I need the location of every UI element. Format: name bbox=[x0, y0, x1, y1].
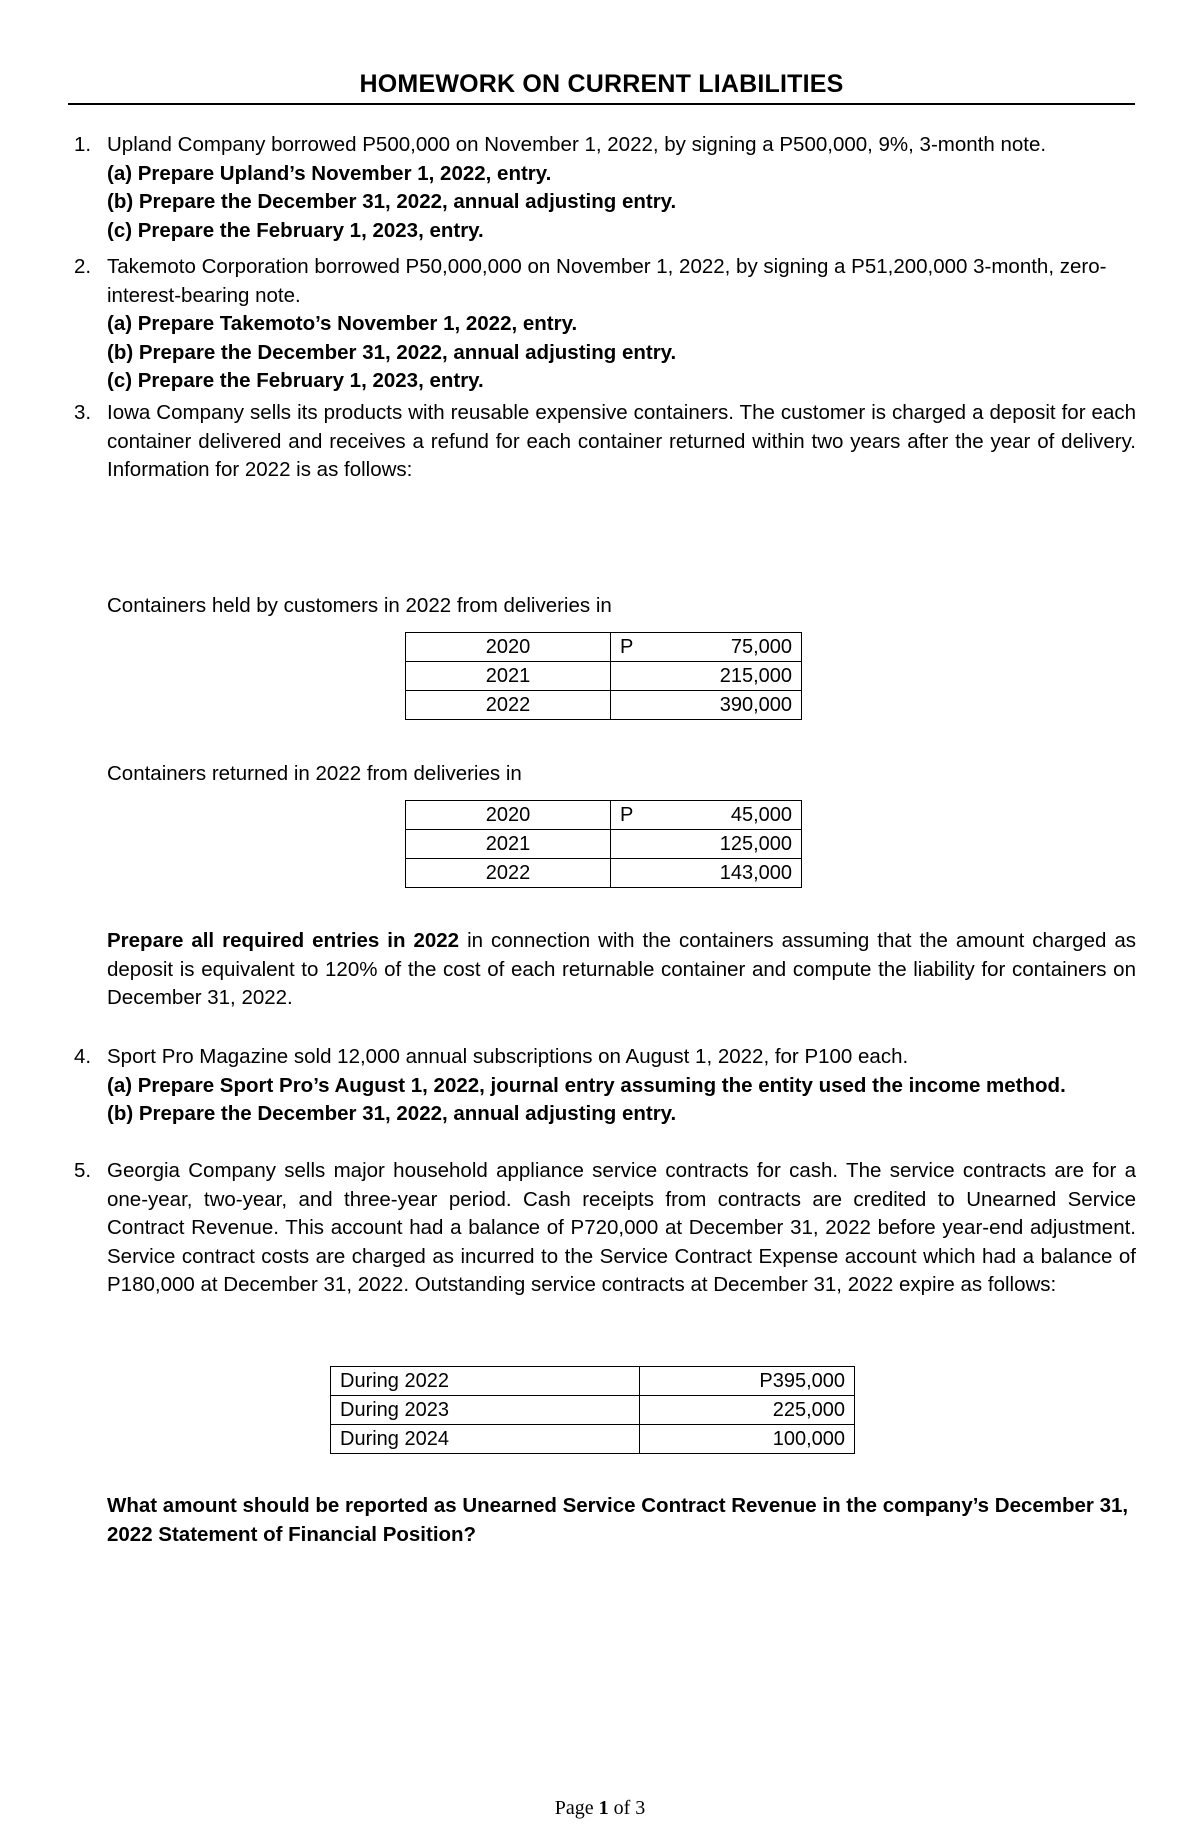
problem-number: 5. bbox=[74, 1159, 92, 1182]
year-cell: 2022 bbox=[406, 859, 611, 888]
period-cell: During 2024 bbox=[331, 1425, 640, 1454]
instruction-bold: Prepare all required entries in 2022 bbox=[107, 929, 460, 952]
currency-label: P bbox=[620, 635, 634, 658]
period-cell: During 2022 bbox=[331, 1367, 640, 1396]
containers-held-table bbox=[405, 632, 802, 720]
problem-part: (a) Prepare Upland’s November 1, 2022, entry. bbox=[107, 161, 552, 185]
problem-part: (a) Prepare Takemoto’s November 1, 2022, entry. bbox=[107, 312, 578, 335]
amount-cell: 100,000 bbox=[640, 1425, 855, 1454]
amount-cell bbox=[611, 691, 802, 720]
problem-2 bbox=[74, 253, 1136, 396]
amount-value: 75,000 bbox=[730, 635, 792, 658]
table-row bbox=[331, 1396, 855, 1425]
footer-current-page: 1 bbox=[598, 1797, 609, 1819]
problem-text: Georgia Company sells major household appliance service contracts for cash. The service contracts are for a one-year, two-year, and three-year period. Cash receipts from contracts are credited to Unearned Service Contract Revenue. This account had a balance of P720,000 at December 31, 2022 before year-end adjustment. Service contract costs are charged as incurred to the Service Contract Expense account which had a balance of P180,000 at December 31, 2022. Outstanding service contracts at December 31, 2022 expire as follows: bbox=[107, 1159, 1136, 1296]
service-contracts-table bbox=[330, 1366, 855, 1454]
problem-part: (b) Prepare the December 31, 2022, annual adjusting entry. bbox=[107, 1102, 677, 1125]
table-row bbox=[406, 633, 802, 662]
amount-value: 390,000 bbox=[719, 693, 792, 716]
currency-label: P bbox=[620, 803, 634, 826]
containers-returned-table bbox=[405, 800, 802, 888]
year-cell: 2020 bbox=[406, 633, 611, 662]
problem-4 bbox=[74, 1043, 1136, 1129]
problem-number: 1. bbox=[74, 133, 92, 156]
table-row bbox=[331, 1425, 855, 1454]
question-text: What amount should be reported as Unearned Service Contract Revenue in the company’s December 31, 2022 Statement of Financial Position? bbox=[107, 1494, 1129, 1546]
table-row bbox=[406, 859, 802, 888]
title-underline bbox=[68, 103, 1135, 105]
problem-3-instruction bbox=[74, 927, 1136, 1013]
amount-value: 125,000 bbox=[719, 832, 792, 855]
problem-number: 3. bbox=[74, 401, 92, 424]
problem-text: Takemoto Corporation borrowed P50,000,000 on November 1, 2022, by signing a P51,200,000 3-month, zero-interest-bearing note. bbox=[107, 255, 1107, 307]
footer-middle: of bbox=[608, 1797, 636, 1819]
problem-number: 4. bbox=[74, 1045, 92, 1068]
problem-text: Sport Pro Magazine sold 12,000 annual subscriptions on August 1, 2022, for P100 each. bbox=[107, 1045, 909, 1068]
problem-number: 2. bbox=[74, 255, 92, 278]
table-row bbox=[406, 662, 802, 691]
instruction-rest: in connection with the containers assuming that the amount charged as deposit is equivalent to 120% of the cost of each returnable container and compute the liability for containers on December 31, 2022. bbox=[107, 929, 1136, 1009]
problem-1 bbox=[74, 131, 1136, 245]
held-caption: Containers held by customers in 2022 from deliveries in bbox=[107, 594, 612, 617]
problem-3 bbox=[74, 399, 1136, 485]
footer-total-pages: 3 bbox=[635, 1797, 646, 1819]
table-row bbox=[406, 801, 802, 830]
amount-cell: P395,000 bbox=[640, 1367, 855, 1396]
page-footer bbox=[0, 1797, 1200, 1820]
table-row bbox=[406, 830, 802, 859]
problem-part: (b) Prepare the December 31, 2022, annual adjusting entry. bbox=[107, 190, 677, 213]
year-cell: 2021 bbox=[406, 662, 611, 691]
page-title: HOMEWORK ON CURRENT LIABILITIES bbox=[359, 70, 844, 98]
footer-prefix: Page bbox=[554, 1797, 599, 1819]
amount-cell bbox=[611, 662, 802, 691]
amount-value: 45,000 bbox=[730, 803, 792, 826]
amount-value: 143,000 bbox=[719, 861, 792, 884]
amount-cell bbox=[611, 801, 802, 830]
amount-cell bbox=[611, 859, 802, 888]
problem-5-question bbox=[74, 1492, 1136, 1549]
table-row bbox=[331, 1367, 855, 1396]
amount-cell bbox=[611, 830, 802, 859]
problem-5 bbox=[74, 1157, 1136, 1300]
problem-text: Upland Company borrowed P500,000 on November 1, 2022, by signing a P500,000, 9%, 3-month note. bbox=[107, 133, 1047, 156]
year-cell: 2022 bbox=[406, 691, 611, 720]
amount-value: 215,000 bbox=[719, 664, 792, 687]
year-cell: 2021 bbox=[406, 830, 611, 859]
returned-caption: Containers returned in 2022 from deliveries in bbox=[107, 762, 522, 785]
problem-part: (c) Prepare the February 1, 2023, entry. bbox=[107, 218, 484, 242]
problem-part: (a) Prepare Sport Pro’s August 1, 2022, journal entry assuming the entity used the income method. bbox=[107, 1073, 1066, 1097]
period-cell: During 2023 bbox=[331, 1396, 640, 1425]
year-cell: 2020 bbox=[406, 801, 611, 830]
problem-text: Iowa Company sells its products with reusable expensive containers. The customer is charged a deposit for each container delivered and receives a refund for each container returned within two years after the year of delivery. Information for 2022 is as follows: bbox=[107, 401, 1136, 481]
problem-part: (c) Prepare the February 1, 2023, entry. bbox=[107, 369, 484, 392]
amount-cell: 225,000 bbox=[640, 1396, 855, 1425]
problem-part: (b) Prepare the December 31, 2022, annual adjusting entry. bbox=[107, 340, 677, 364]
amount-cell bbox=[611, 633, 802, 662]
table-row bbox=[406, 691, 802, 720]
